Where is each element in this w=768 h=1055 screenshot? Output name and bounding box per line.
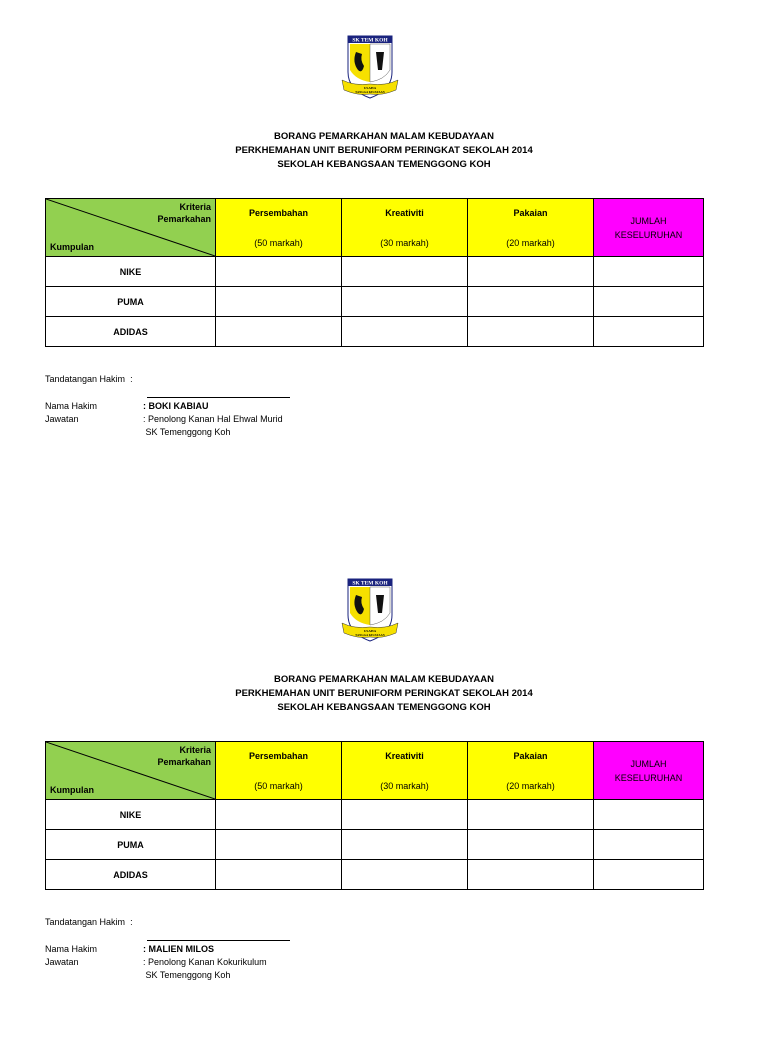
criteria-cell-persembahan: Persembahan (50 markah): [216, 742, 342, 800]
group-name: NIKE: [46, 800, 216, 830]
criteria-cell-pakaian: Pakaian (20 markah): [468, 742, 594, 800]
table-row: [46, 830, 704, 860]
position-label: Jawatan: [45, 957, 79, 967]
criteria-cell-kreativiti: Kreativiti (30 markah): [342, 199, 468, 257]
signature-label: Tandatangan Hakim :: [45, 374, 133, 384]
criteria-header: Kriteria Pemarkahan: [157, 745, 211, 767]
form-subtitle: PERKHEMAHAN UNIT BERUNIFORM PERINGKAT SEKOLAH 2014: [235, 145, 533, 156]
score-cell[interactable]: [468, 287, 594, 317]
svg-text:USAHA: USAHA: [363, 86, 377, 90]
name-label: Nama Hakim: [45, 401, 98, 411]
score-cell[interactable]: [468, 830, 594, 860]
corner-header-cell: [46, 199, 216, 257]
judge-name: : MALIEN MILOS: [143, 944, 214, 954]
form-title-block: [0, 130, 768, 172]
signature-line[interactable]: [147, 940, 290, 941]
form-title: BORANG PEMARKAHAN MALAM KEBUDAYAAN: [274, 674, 494, 685]
group-name: PUMA: [46, 830, 216, 860]
score-cell[interactable]: [216, 257, 342, 287]
judge-name: : BOKI KABIAU: [143, 401, 209, 411]
form-subtitle: PERKHEMAHAN UNIT BERUNIFORM PERINGKAT SEKOLAH 2014: [235, 688, 533, 699]
table-header-row: [46, 199, 704, 257]
table-row: [46, 257, 704, 287]
name-label: Nama Hakim: [45, 944, 98, 954]
judge-school: SK Temenggong Koh: [145, 427, 231, 437]
position-label: Jawatan: [45, 414, 79, 424]
scoring-form-1: [0, 0, 768, 512]
group-name: PUMA: [46, 287, 216, 317]
score-cell[interactable]: [216, 830, 342, 860]
score-cell[interactable]: [216, 860, 342, 890]
score-cell[interactable]: [468, 860, 594, 890]
group-name: ADIDAS: [46, 860, 216, 890]
total-header-cell: JUMLAH KESELURUHAN: [594, 199, 704, 257]
corner-header-cell: [46, 742, 216, 800]
criteria-cell-pakaian: Pakaian (20 markah): [468, 199, 594, 257]
score-cell[interactable]: [216, 800, 342, 830]
score-cell[interactable]: [342, 257, 468, 287]
svg-text:USAHA: USAHA: [363, 629, 377, 633]
group-header: Kumpulan: [50, 785, 94, 795]
table-row: [46, 287, 704, 317]
total-cell[interactable]: [594, 830, 704, 860]
criteria-cell-persembahan: Persembahan (50 markah): [216, 199, 342, 257]
svg-text:TANGGA KEJAYAAN: TANGGA KEJAYAAN: [355, 90, 385, 94]
total-cell[interactable]: [594, 800, 704, 830]
score-cell[interactable]: [216, 317, 342, 347]
score-cell[interactable]: [468, 317, 594, 347]
judge-school: SK Temenggong Koh: [145, 970, 231, 980]
total-header-cell: JUMLAH KESELURUHAN: [594, 742, 704, 800]
svg-text:TANGGA KEJAYAAN: TANGGA KEJAYAAN: [355, 633, 385, 637]
score-cell[interactable]: [342, 860, 468, 890]
signature-row: [45, 373, 143, 386]
school-name: SEKOLAH KEBANGSAAN TEMENGGONG KOH: [277, 702, 491, 713]
form-title: BORANG PEMARKAHAN MALAM KEBUDAYAAN: [274, 131, 494, 142]
svg-text:SK TEM KOH: SK TEM KOH: [352, 37, 388, 44]
form-title-block: [0, 673, 768, 715]
total-cell[interactable]: [594, 860, 704, 890]
school-name: SEKOLAH KEBANGSAAN TEMENGGONG KOH: [277, 159, 491, 170]
score-cell[interactable]: [342, 800, 468, 830]
table-row: [46, 317, 704, 347]
signature-line[interactable]: [147, 397, 290, 398]
scoring-form-2: [0, 543, 768, 1055]
criteria-header: Kriteria Pemarkahan: [157, 202, 211, 224]
school-crest-logo: [334, 573, 406, 647]
total-cell[interactable]: [594, 317, 704, 347]
signature-row: [45, 916, 143, 929]
score-cell[interactable]: [216, 287, 342, 317]
school-crest-logo: [334, 30, 406, 104]
judge-position: : Penolong Kanan Kokurikulum: [143, 957, 267, 967]
total-cell[interactable]: [594, 257, 704, 287]
judge-position: : Penolong Kanan Hal Ehwal Murid: [143, 414, 283, 424]
group-name: ADIDAS: [46, 317, 216, 347]
score-cell[interactable]: [342, 317, 468, 347]
group-name: NIKE: [46, 257, 216, 287]
table-row: [46, 800, 704, 830]
total-cell[interactable]: [594, 287, 704, 317]
score-cell[interactable]: [342, 287, 468, 317]
score-cell[interactable]: [468, 800, 594, 830]
group-header: Kumpulan: [50, 242, 94, 252]
table-row: [46, 860, 704, 890]
score-cell[interactable]: [342, 830, 468, 860]
signature-label: Tandatangan Hakim :: [45, 917, 133, 927]
criteria-cell-kreativiti: Kreativiti (30 markah): [342, 742, 468, 800]
scoring-table: [45, 198, 704, 347]
scoring-table: [45, 741, 704, 890]
svg-text:SK TEM KOH: SK TEM KOH: [352, 580, 388, 587]
score-cell[interactable]: [468, 257, 594, 287]
judge-details: [45, 400, 283, 439]
table-header-row: [46, 742, 704, 800]
judge-details: [45, 943, 267, 982]
